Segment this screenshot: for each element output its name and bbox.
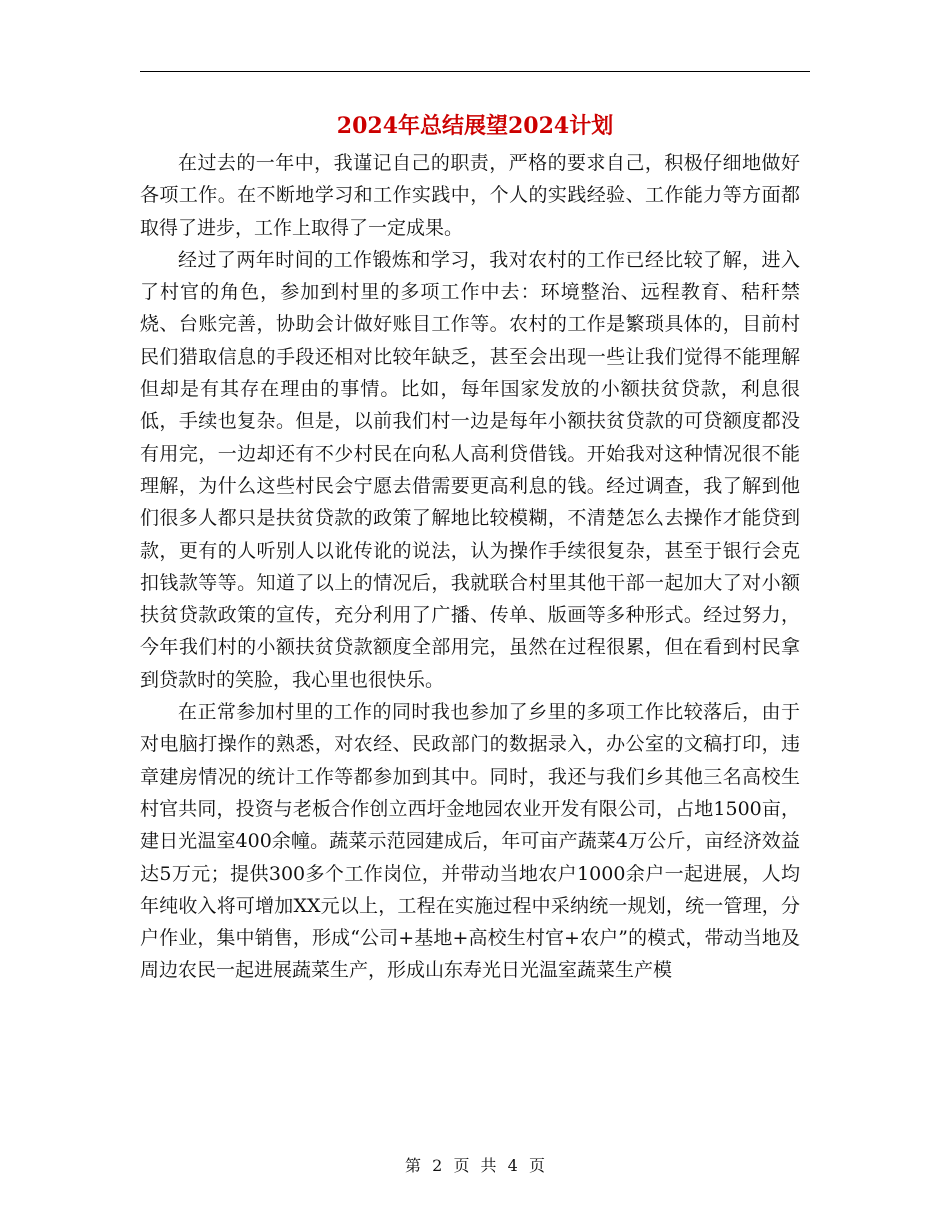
footer-total-word: 共: [480, 1156, 497, 1175]
footer-page-word: 页: [453, 1156, 470, 1175]
footer-current-page: 2: [432, 1156, 443, 1175]
footer-total-pages: 4: [507, 1156, 518, 1175]
footer-suffix: 页: [528, 1156, 545, 1175]
footer-prefix: 第: [405, 1156, 422, 1175]
header-rule: [140, 71, 810, 72]
paragraph-2: 经过了两年时间的工作锻炼和学习，我对农村的工作已经比较了解，进入了村官的角色，参加到村里的多项工作中去：环境整治、远程教育、秸秆禁烧、台账完善，协助会计做好账目工作等。农村的工作是繁琐具体的，目前村民们猎取信息的手段还相对比较年缺乏，甚至会出现一些让我们觉得不能理解但却是有其存在理由的事情。比如，每年国家发放的小额扶贫贷款，利息很低，手续也复杂。但是，以前我们村一边是每年小额扶贫贷款的可贷额度都没有用完，一边却还有不少村民在向私人高利贷借钱。开始我对这种情况很不能理解，为什么这些村民会宁愿去借需要更高利息的钱。经过调查，我了解到他们很多人都只是扶贫贷款的政策了解地比较模糊，不清楚怎么去操作才能贷到款，更有的人听别人以讹传讹的说法，认为操作手续很复杂，甚至于银行会克扣钱款等等。知道了以上的情况后，我就联合村里其他干部一起加大了对小额扶贫贷款政策的宣传，充分利用了广播、传单、版画等多种形式。经过努力，今年我们村的小额扶贫贷款额度全部用完，虽然在过程很累，但在看到村民拿到贷款时的笑脸，我心里也很快乐。: [140, 248, 800, 691]
document-title: 2024年总结展望2024计划: [336, 113, 614, 139]
paragraph-1: 在过去的一年中，我谨记自己的职责，严格的要求自己，积极仔细地做好各项工作。在不断地学习和工作实践中，个人的实践经验、工作能力等方面都取得了进步，工作上取得了一定成果。: [140, 152, 800, 239]
document-body: [140, 147, 800, 987]
page-footer: [0, 1153, 950, 1176]
paragraph-3: 在正常参加村里的工作的同时我也参加了乡里的多项工作比较落后，由于对电脑打操作的熟悉，对农经、民政部门的数据录入，办公室的文稿打印，违章建房情况的统计工作等都参加到其中。同时，我还与我们乡其他三名高校生村官共同，投资与老板合作创立西圩金地园农业开发有限公司，占地1500亩，建日光温室400余幢。蔬菜示范园建成后，年可亩产蔬菜4万公斤，亩经济效益达5万元；提供300多个工作岗位，并带动当地农户1000余户一起进展，人均年纯收入将可增加XX元以上，工程在实施过程中采纳统一规划，统一管理，分户作业，集中销售，形成“公司+基地+高校生村官+农户”的模式，带动当地及周边农民一起进展蔬菜生产，形成山东寿光日光温室蔬菜生产模: [140, 701, 800, 982]
